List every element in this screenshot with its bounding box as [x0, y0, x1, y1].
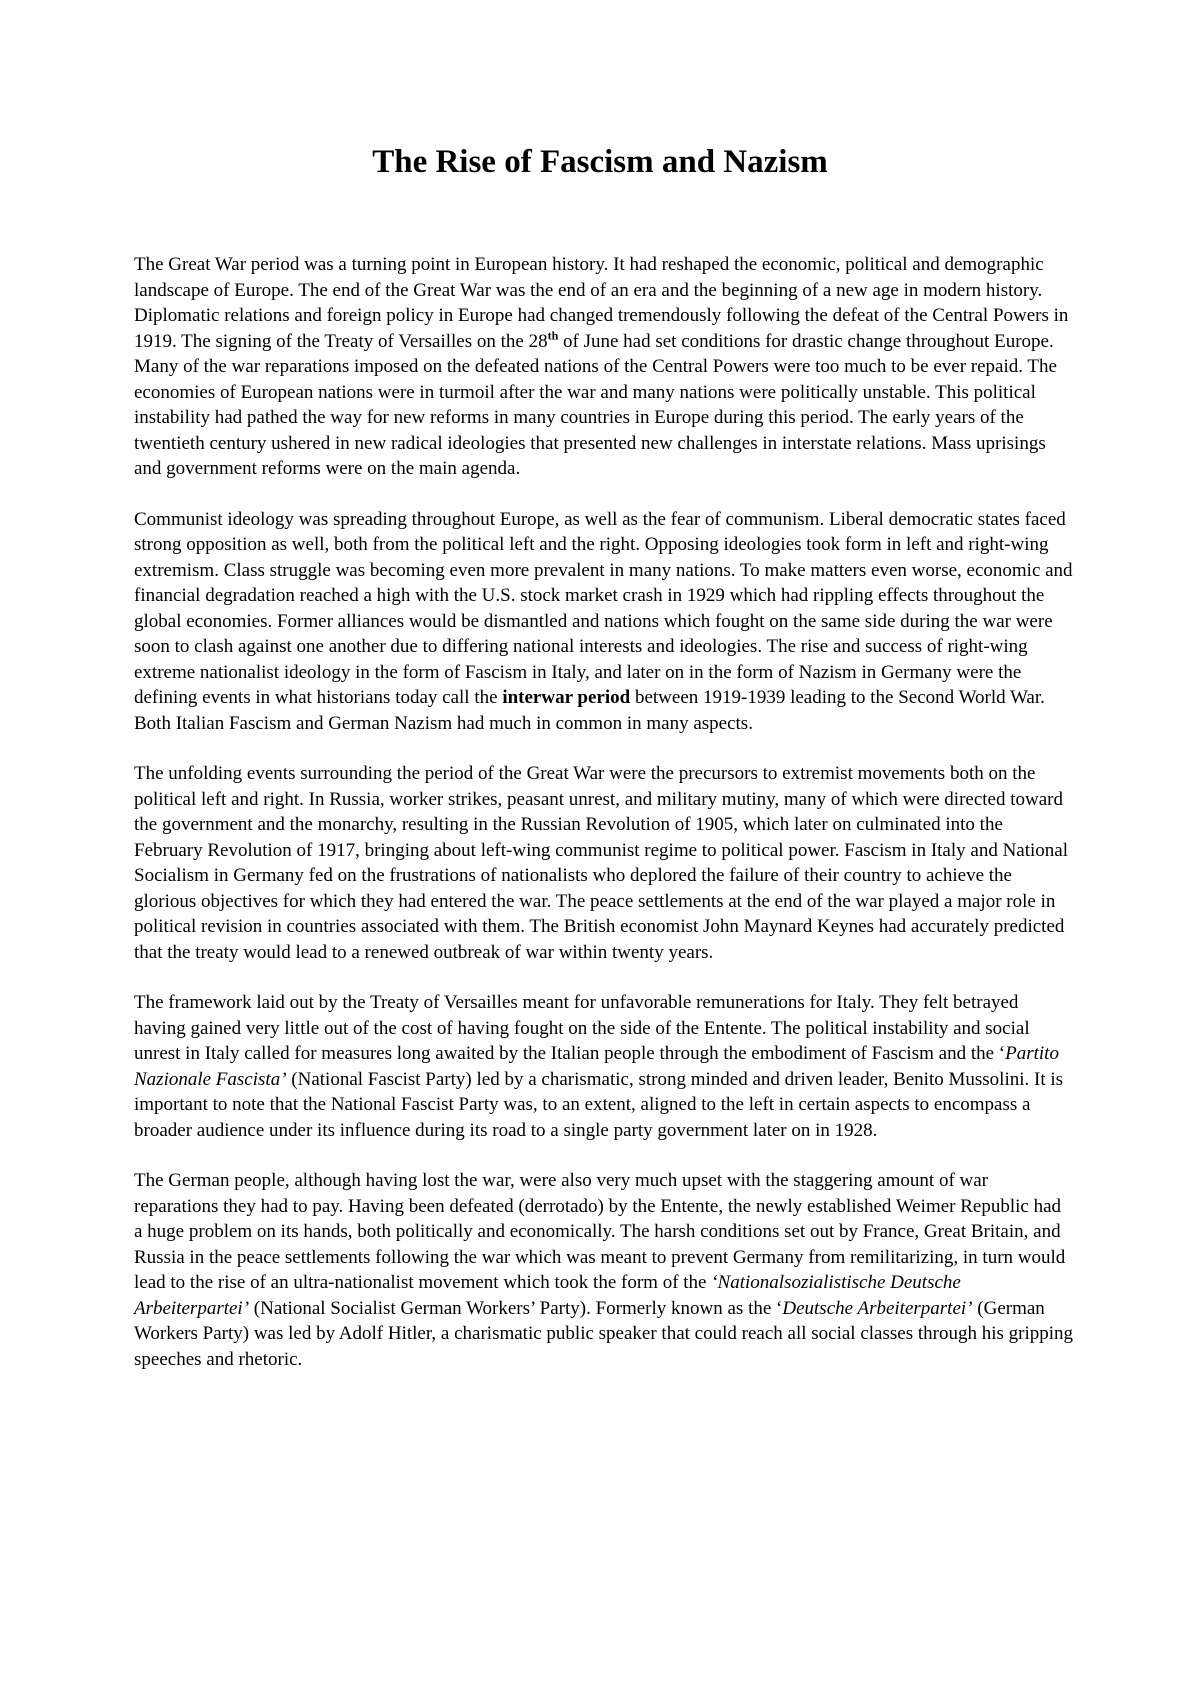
paragraph-2 — [134, 507, 1074, 737]
italic-term-partito: Partito Nazionale Fascista’ — [134, 1043, 1059, 1090]
paragraph-2-text-b: between 1919-1939 leading to the Second World War. Both Italian Fascism and German Nazism had much in common in many aspects. — [134, 687, 1045, 734]
paragraph-5-text-c: (German Workers Party) was led by Adolf Hitler, a charismatic public speaker that could reach all social classes through his gripping speeches and rhetoric. — [134, 1297, 1073, 1370]
paragraph-5-text-a: The German people, although having lost the war, were also very much upset with the staggering amount of war reparations they had to pay. Having been defeated (derrotado) by the Entente, the newly established Weimer Republic had a huge problem on its hands, both politically and economically. The harsh conditions set out by France, Great Britain, and Russia in the peace settlements following the war which was meant to prevent Germany from remilitarizing, in turn would lead to the rise of an ultra-nationalist movement which took the form of the — [134, 1170, 1066, 1293]
paragraph-5-text-b: (National Socialist German Workers’ Party). Formerly known as the ‘ — [249, 1297, 783, 1319]
paragraph-1 — [134, 252, 1074, 482]
paragraph-4-text-a: The framework laid out by the Treaty of Versailles meant for unfavorable remunerations for Italy. They felt betrayed having gained very little out of the cost of having fought on the side of the Entente. The political instability and social unrest in Italy called for measures long awaited by the Italian people through the embodiment of Fascism and the ‘ — [134, 992, 1030, 1064]
paragraph-4-text-b: (National Fascist Party) led by a charismatic, strong minded and driven leader, Benito Mussolini. It is important to note that the National Fascist Party was, to an extent, aligned to the left in certain aspects to encompass a broader audience under its influence during its road to a single party government later on in 1928. — [134, 1068, 1064, 1141]
bold-term-interwar-period: interwar period — [502, 687, 631, 708]
paragraph-2-text-a: Communist ideology was spreading throughout Europe, as well as the fear of communism. Liberal democratic states faced strong opposition as well, both from the political left and the right. Opposing ideologies took form in left and right-wing extremism. Class struggle was becoming even more prevalent in many nations. To make matters even worse, economic and financial degradation reached a high with the U.S. stock market crash in 1929 which had rippling effects throughout the global economies. Former alliances would be dismantled and nations which fought on the same side during the war were soon to clash against one another due to differing national interests and ideologies. The rise and success of right-wing extreme nationalist ideology in the form of Fascism in Italy, and later on in the form of Nazism in Germany were the defining events in what historians today call the — [134, 508, 1073, 708]
paragraph-4 — [134, 990, 1074, 1143]
paragraph-5 — [134, 1168, 1074, 1372]
italic-term-nsdap: ‘Nationalsozialistische Deutsche Arbeiterpartei’ — [134, 1272, 961, 1319]
paragraph-1-text-b: of June had set conditions for drastic change throughout Europe. Many of the war reparations imposed on the defeated nations of the Central Powers were too much to be ever repaid. The economies of European nations were in turmoil after the war and many nations were politically unstable. This political instability had pathed the way for new reforms in many countries in Europe during this period. The early years of the twentieth century ushered in new radical ideologies that presented new challenges in interstate relations. Mass uprisings and government reforms were on the main agenda. — [134, 330, 1057, 479]
document-title: The Rise of Fascism and Nazism — [372, 144, 828, 180]
paragraph-1-text-a: The Great War period was a turning point in European history. It had reshaped the economic, political and demographic landscape of Europe. The end of the Great War was the end of an era and the beginning of a new age in modern history. Diplomatic relations and foreign policy in Europe had changed tremendously following the defeat of the Central Powers in 1919. The signing of the Treaty of Versailles on the 28 — [134, 254, 1069, 352]
ordinal-suffix: th — [547, 328, 559, 343]
italic-term-dap: Deutsche Arbeiterpartei’ — [782, 1297, 973, 1319]
document-body — [134, 252, 1074, 1397]
paragraph-3: The unfolding events surrounding the period of the Great War were the precursors to extremist movements both on the political left and right. In Russia, worker strikes, peasant unrest, and military mutiny, many of which were directed toward the government and the monarchy, resulting in the Russian Revolution of 1905, which later on culminated into the February Revolution of 1917, bringing about left-wing communist regime to political power. Fascism in Italy and National Socialism in Germany fed on the frustrations of nationalists who deplored the failure of their country to achieve the glorious objectives for which they had entered the war. The peace settlements at the end of the war played a major role in political revision in countries associated with them. The British economist John Maynard Keynes had accurately predicted that the treaty would lead to a renewed outbreak of war within twenty years. — [134, 763, 1068, 963]
